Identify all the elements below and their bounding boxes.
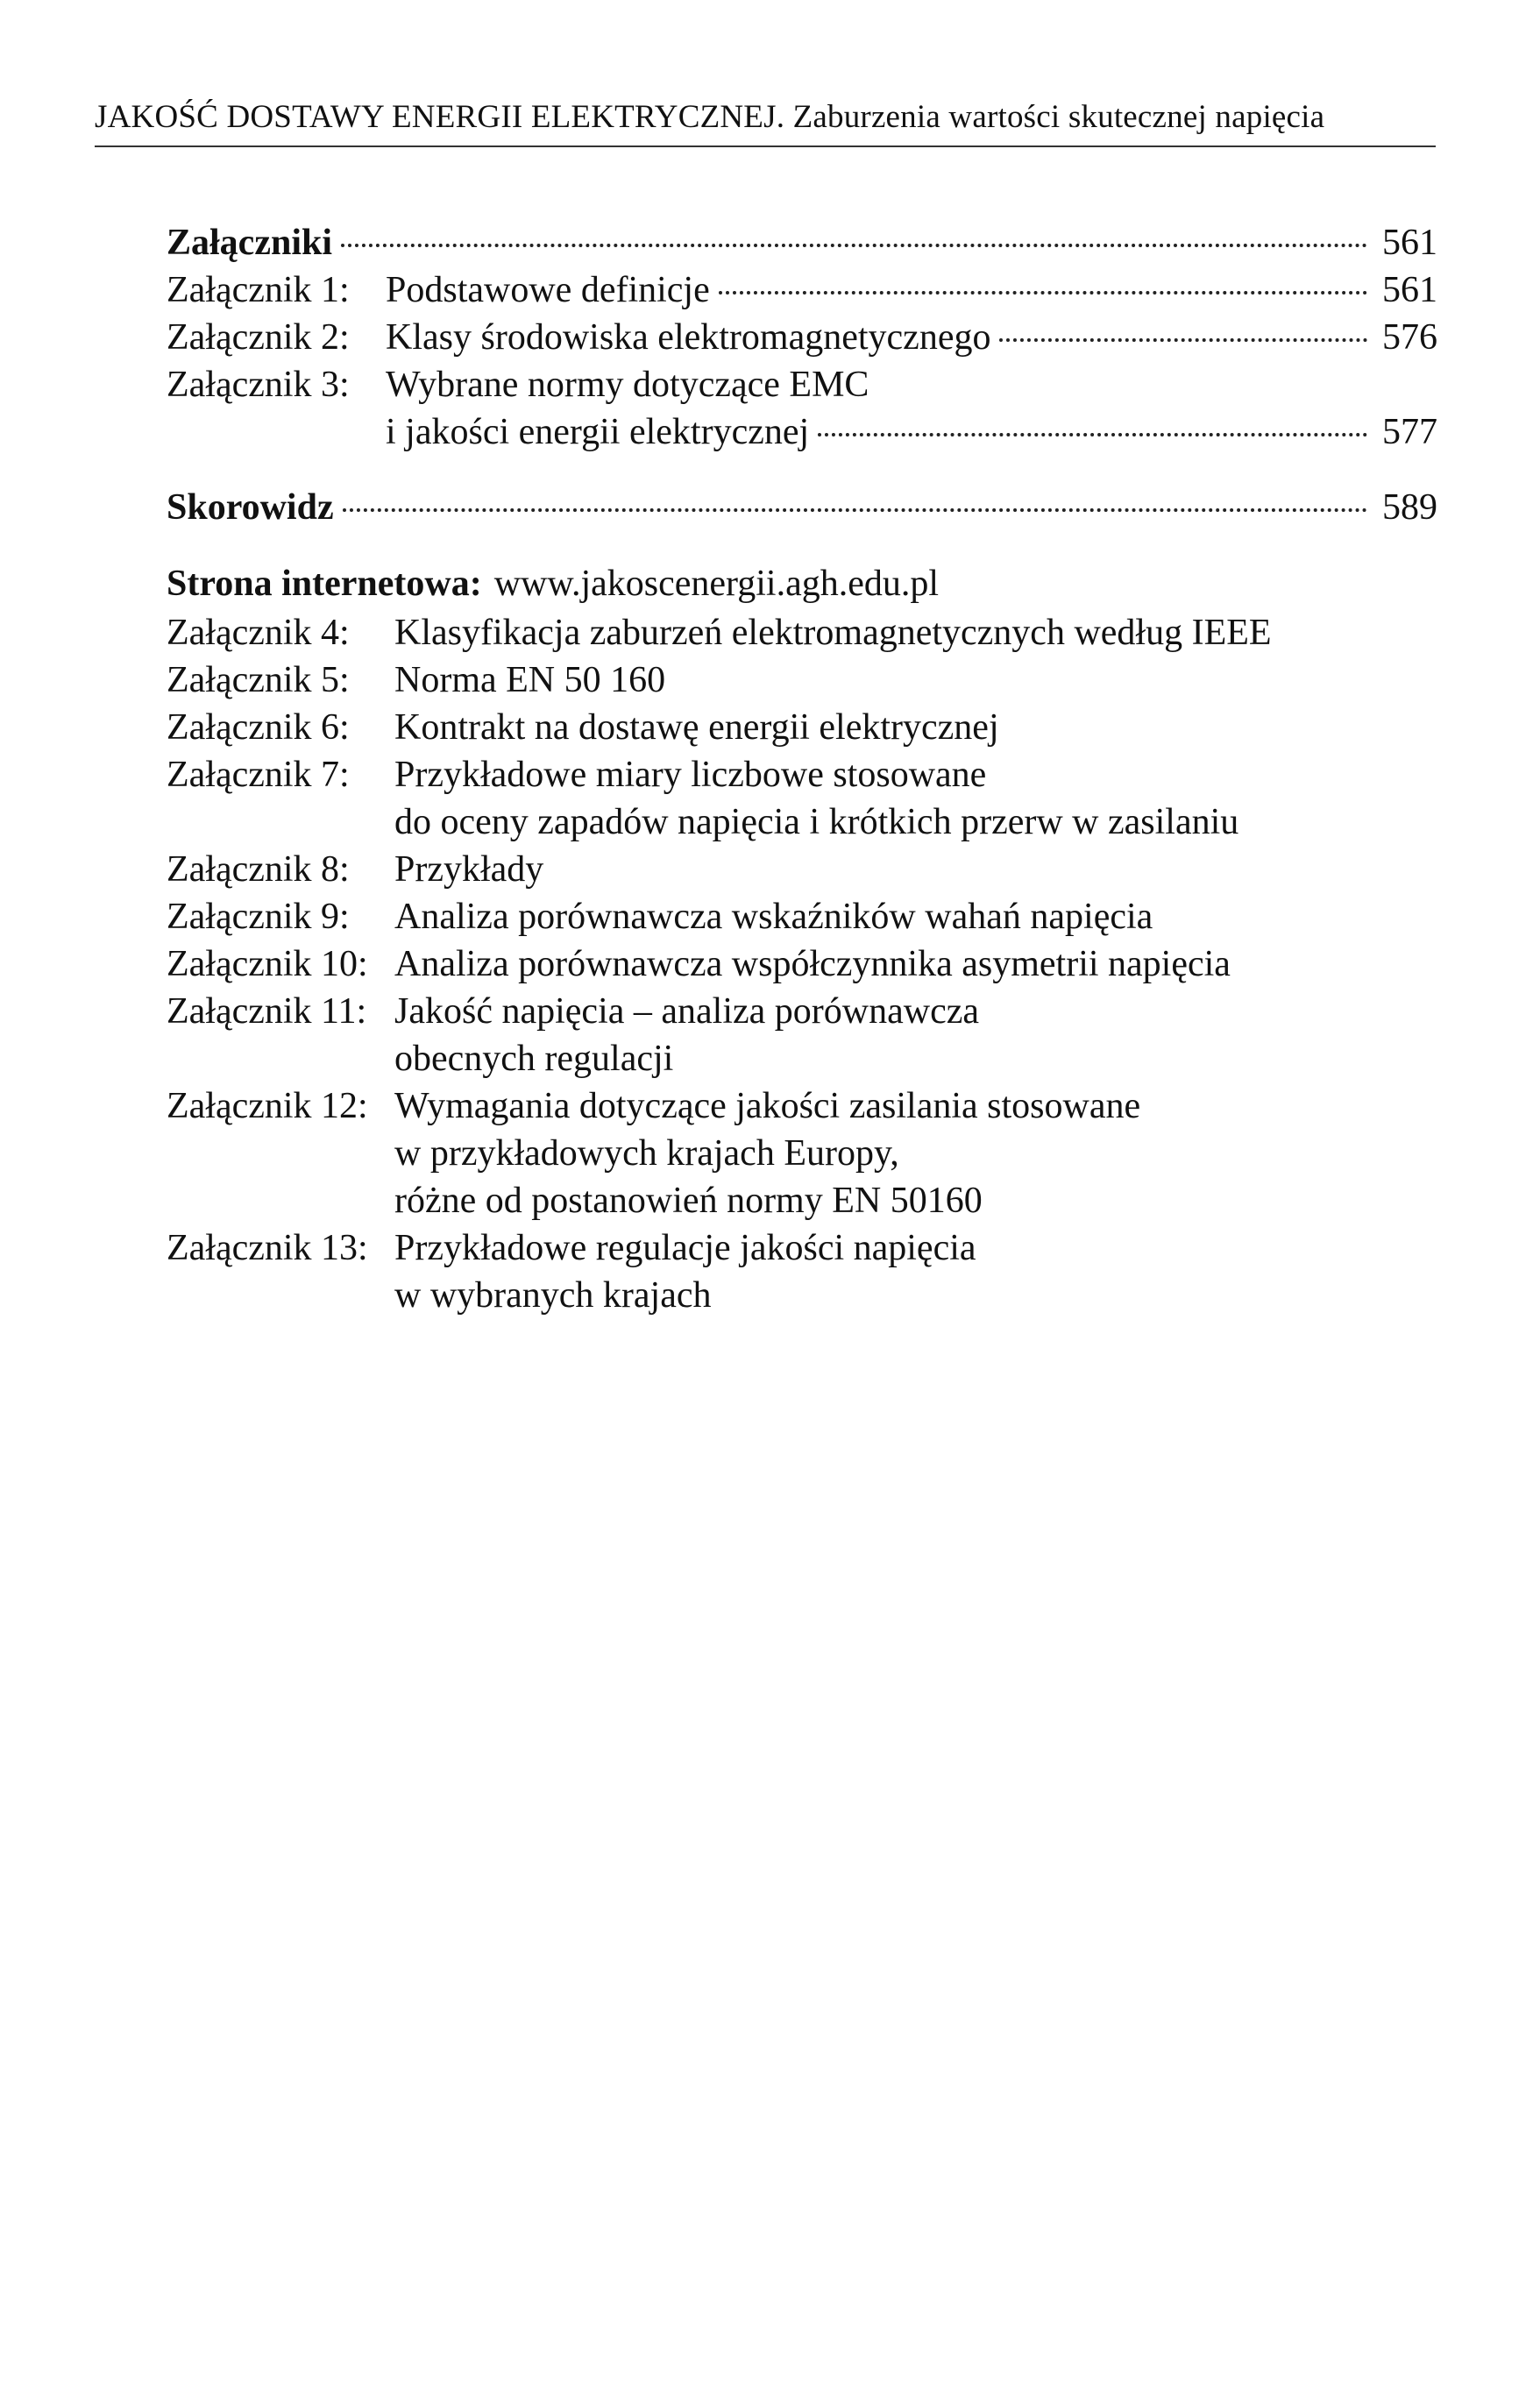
toc-entry-skorowidz	[167, 484, 1437, 531]
entry-title: Wybrane normy dotyczące EMC	[386, 365, 869, 405]
online-item-continuation	[167, 1178, 1437, 1225]
entry-label: Załącznik 2:	[167, 317, 350, 358]
item-title: Przykłady	[394, 849, 544, 890]
item-title: Wymagania dotyczące jakości zasilania stosowane	[394, 1086, 1141, 1126]
page-number: 561	[1382, 223, 1437, 263]
item-title: Norma EN 50 160	[394, 660, 666, 700]
dot-leader	[341, 244, 1367, 247]
item-label: Załącznik 12:	[167, 1086, 368, 1126]
online-item-continuation	[167, 799, 1437, 847]
online-item	[167, 752, 1437, 799]
page-number: 561	[1382, 270, 1437, 310]
toc-entry	[167, 266, 1437, 314]
entry-title: Klasy środowiska elektromagnetycznego	[386, 317, 991, 358]
item-label: Załącznik 10:	[167, 944, 368, 984]
online-item-continuation	[167, 1131, 1437, 1178]
entry-title: Podstawowe definicje	[386, 270, 710, 310]
item-title: obecnych regulacji	[394, 1039, 674, 1079]
item-label: Załącznik 4:	[167, 613, 350, 653]
item-title: Jakość napięcia – analiza porównawcza	[394, 991, 979, 1032]
entry-label: Załącznik 3:	[167, 365, 350, 405]
website-heading: Strona internetowa:	[167, 564, 482, 604]
item-title: w przykładowych krajach Europy,	[394, 1133, 899, 1174]
online-item	[167, 610, 1437, 657]
item-title: do oceny zapadów napięcia i krótkich przerw w zasilaniu	[394, 802, 1239, 842]
item-title: Analiza porównawcza wskaźników wahań napięcia	[394, 897, 1153, 937]
item-label: Załącznik 8:	[167, 849, 350, 890]
page-number: 576	[1382, 317, 1437, 358]
item-title: Klasyfikacja zaburzeń elektromagnetycznych według IEEE	[394, 613, 1272, 653]
page-number: 577	[1382, 412, 1437, 452]
toc-block	[167, 219, 1437, 531]
item-title: różne od postanowień normy EN 50160	[394, 1181, 983, 1221]
online-item-continuation	[167, 1036, 1437, 1083]
dot-leader	[999, 338, 1367, 342]
item-label: Załącznik 9:	[167, 897, 350, 937]
dot-leader	[818, 433, 1367, 436]
toc-heading: Skorowidz	[167, 487, 334, 528]
toc-entry-continuation	[167, 408, 1437, 456]
toc-entry	[167, 361, 1437, 408]
online-item	[167, 989, 1437, 1036]
entry-label: Załącznik 1:	[167, 270, 350, 310]
item-label: Załącznik 5:	[167, 660, 350, 700]
item-label: Załącznik 11:	[167, 991, 367, 1032]
item-title: w wybranych krajach	[394, 1275, 712, 1316]
online-list	[167, 610, 1437, 1320]
online-appendices	[167, 561, 1437, 1320]
toc-entry-zalaczniki	[167, 219, 1437, 266]
online-item	[167, 1225, 1437, 1273]
website-line	[167, 561, 1437, 610]
website-url[interactable]: www.jakoscenergii.agh.edu.pl	[493, 564, 940, 604]
item-label: Załącznik 7:	[167, 755, 350, 795]
running-head: JAKOŚĆ DOSTAWY ENERGII ELEKTRYCZNEJ. Zaburzenia wartości skutecznej napięcia	[95, 99, 1325, 135]
page-number: 589	[1382, 487, 1437, 528]
entry-title: i jakości energii elektrycznej	[386, 412, 810, 452]
item-title: Przykładowe regulacje jakości napięcia	[394, 1228, 976, 1268]
item-title: Kontrakt na dostawę energii elektrycznej	[394, 707, 999, 748]
online-item	[167, 705, 1437, 752]
item-label: Załącznik 6:	[167, 707, 350, 748]
item-label: Załącznik 13:	[167, 1228, 368, 1268]
dot-leader	[719, 291, 1367, 294]
online-item-continuation	[167, 1273, 1437, 1320]
online-item	[167, 941, 1437, 989]
toc-entry	[167, 314, 1437, 361]
online-item	[167, 1083, 1437, 1131]
online-item	[167, 657, 1437, 705]
item-title: Przykładowe miary liczbowe stosowane	[394, 755, 987, 795]
online-item	[167, 894, 1437, 941]
dot-leader	[343, 508, 1367, 512]
online-item	[167, 847, 1437, 894]
header-rule	[95, 145, 1436, 147]
toc-heading: Załączniki	[167, 223, 333, 263]
item-title: Analiza porównawcza współczynnika asymetrii napięcia	[394, 944, 1231, 984]
